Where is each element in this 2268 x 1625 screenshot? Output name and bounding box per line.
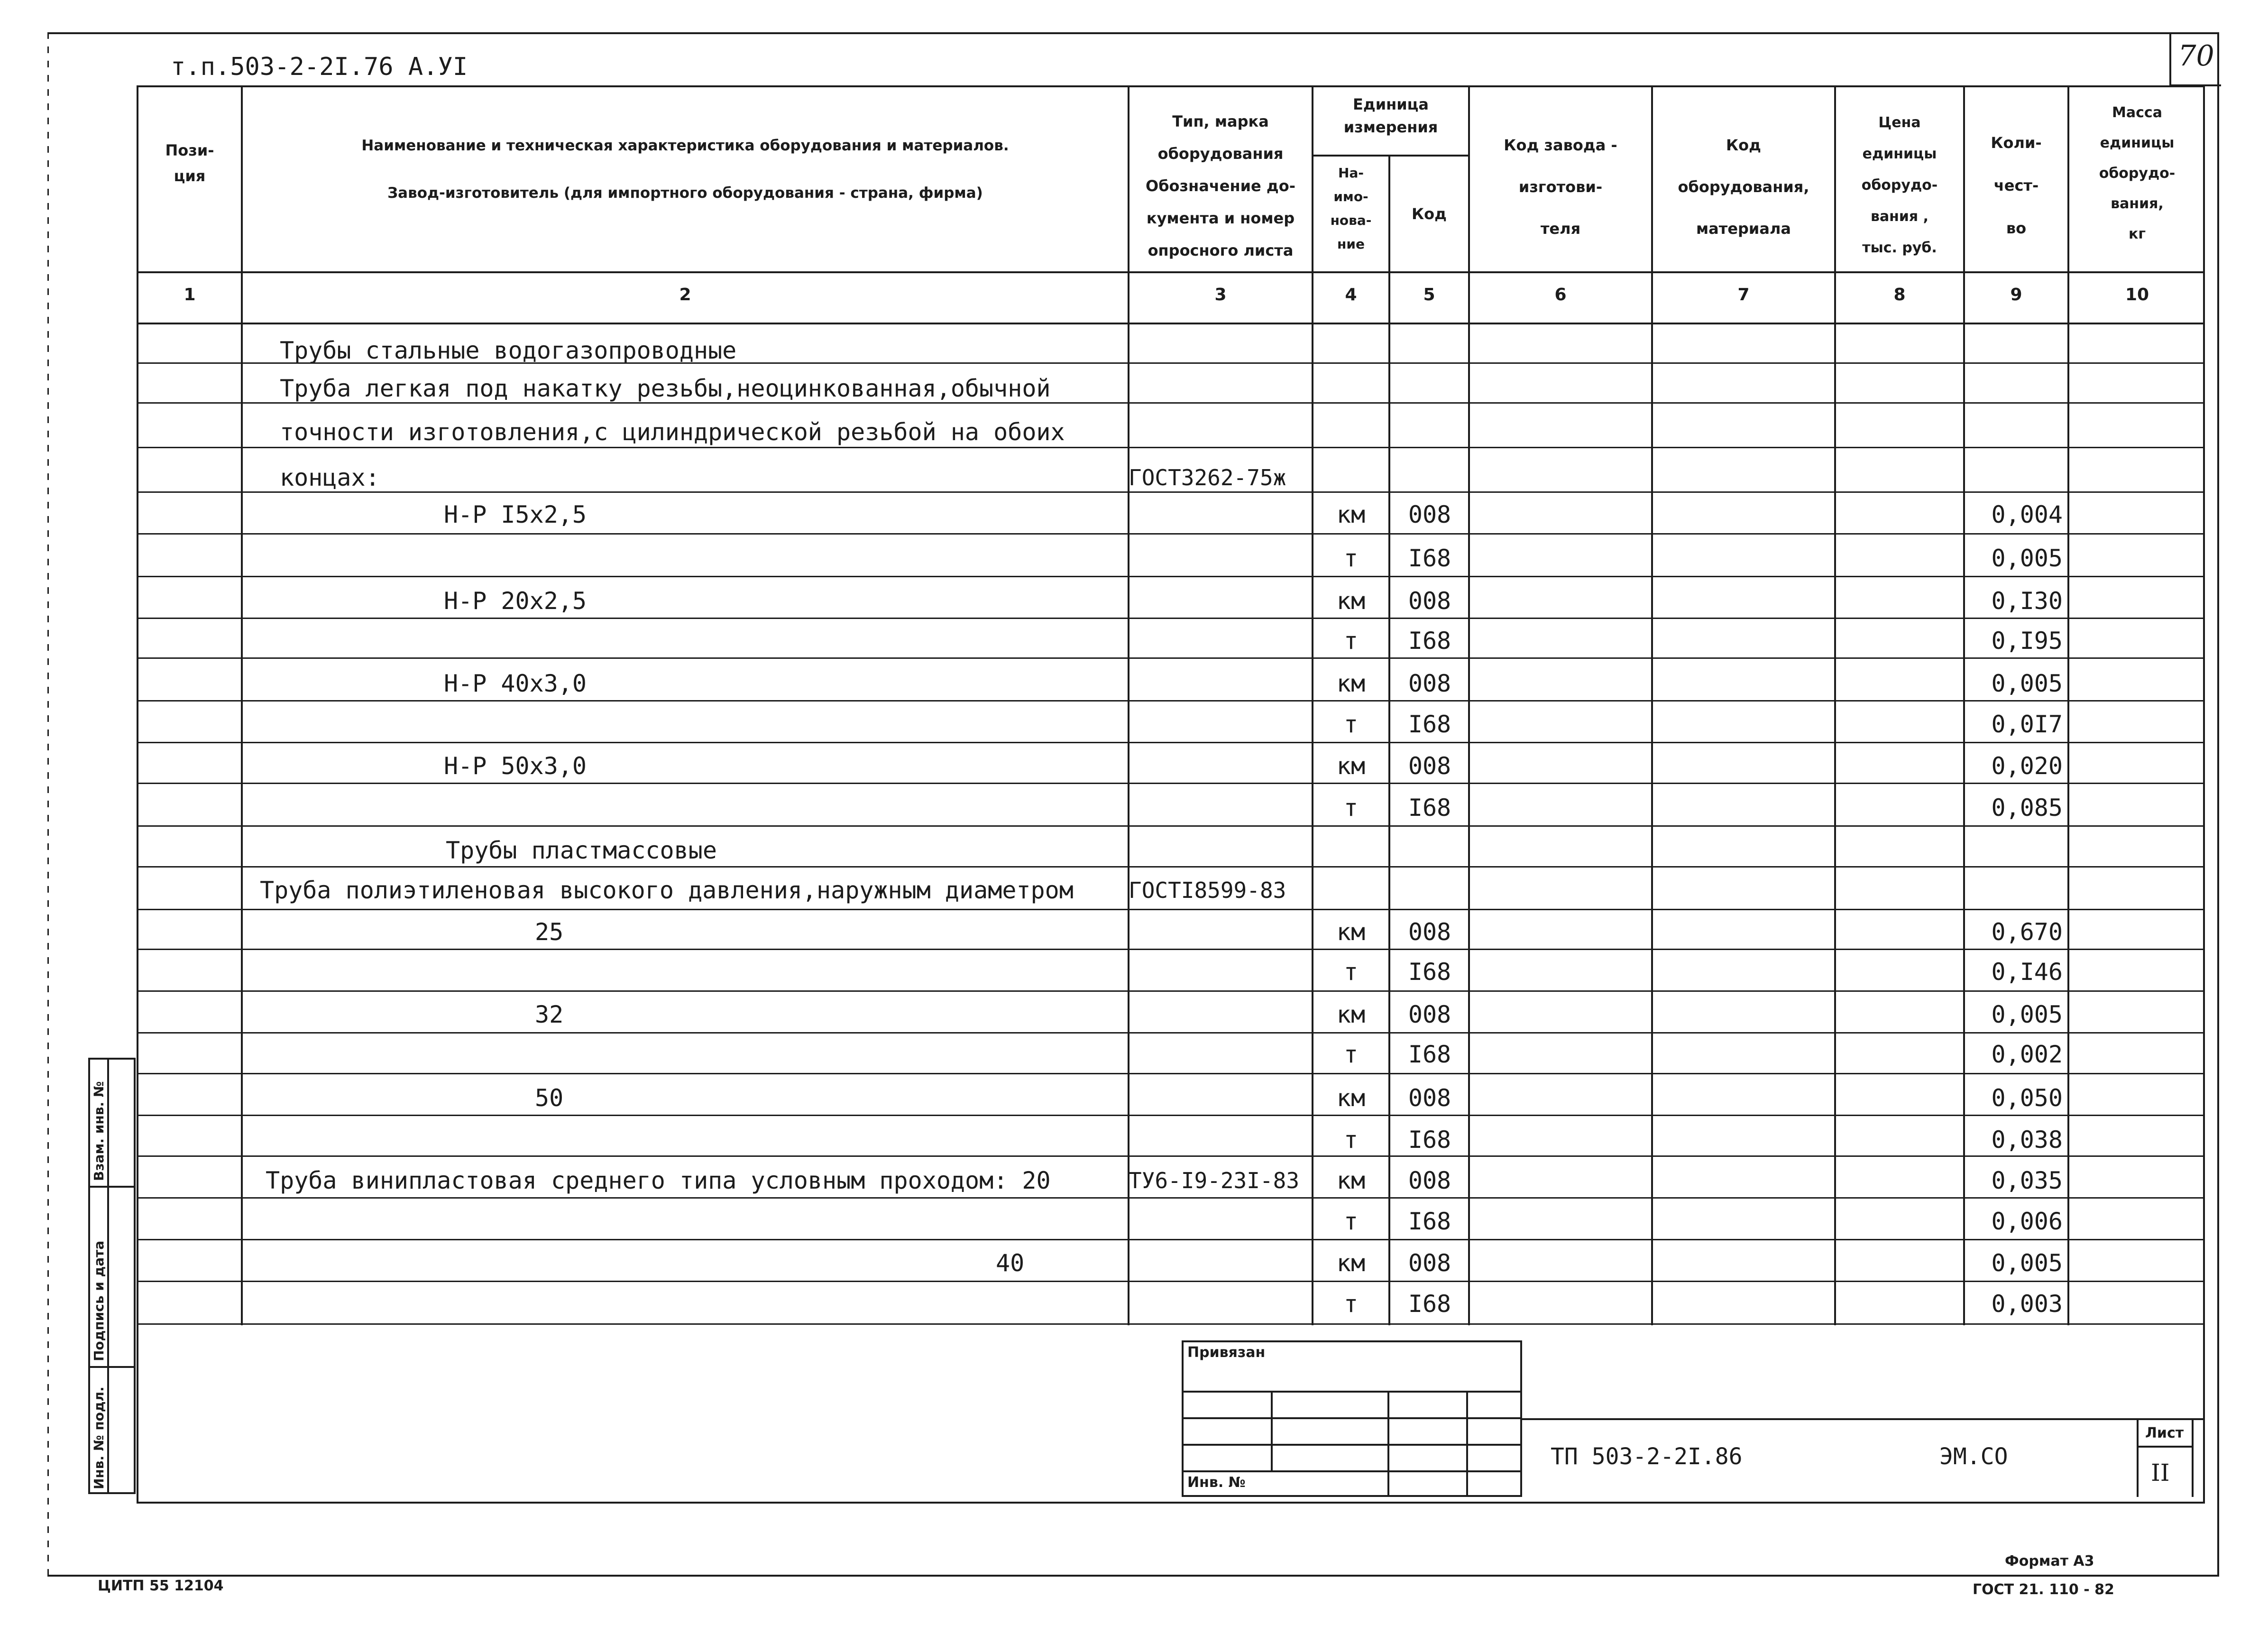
colnum-7: 7	[1737, 285, 1750, 305]
row-code: 008	[1408, 587, 1451, 615]
sheet-box-h	[2137, 1446, 2194, 1448]
page-number: 70	[2178, 39, 2214, 73]
row-qty: 0,I95	[1991, 627, 2063, 655]
row-unit: т	[1343, 794, 1359, 822]
row-qty: 0,035	[1991, 1167, 2063, 1194]
side-label-inv-podl: Инв. № подл.	[91, 1386, 107, 1489]
row-doc: ГОСТI8599-83	[1129, 877, 1286, 903]
row-separator	[137, 783, 2205, 784]
sheet-top-border	[47, 32, 2219, 34]
colnum-8: 8	[1893, 285, 1906, 305]
privyazan-v2	[1387, 1391, 1389, 1497]
colnum-1: 1	[184, 285, 196, 305]
row-unit: т	[1343, 711, 1359, 738]
row-qty: 0,0I7	[1991, 711, 2063, 738]
row-name: Н-Р 40х3,0	[444, 670, 587, 697]
row-code: 008	[1408, 501, 1451, 528]
privyazan-h1	[1182, 1391, 1522, 1393]
row-separator	[137, 533, 2205, 535]
row-unit: т	[1343, 1126, 1359, 1154]
row-code: 008	[1408, 1084, 1451, 1112]
row-qty: 0,050	[1991, 1084, 2063, 1112]
row-name: Труба полиэтиленовая высокого давления,наружным диаметром	[260, 877, 1074, 904]
row-separator	[137, 825, 2205, 827]
col5-header: Код	[1412, 205, 1447, 223]
row-code: I68	[1408, 711, 1451, 738]
row-unit: км	[1336, 587, 1366, 615]
col10-header: Масса единицы оборудо- вания, кг	[2099, 104, 2176, 242]
colnum-4: 4	[1345, 285, 1357, 305]
row-separator	[137, 1281, 2205, 1282]
row-code: I68	[1408, 1041, 1451, 1068]
row-unit: км	[1336, 1249, 1366, 1277]
colnum-2: 2	[679, 285, 691, 305]
row-name: 40	[996, 1249, 1025, 1277]
row-qty: 0,005	[1991, 545, 2063, 572]
unit-group-header: Единица измерения	[1343, 95, 1438, 136]
sheet-left-dashed	[47, 32, 49, 1577]
privyazan-h4	[1182, 1470, 1522, 1472]
row-name: Н-Р 20х2,5	[444, 587, 587, 615]
row-code: 008	[1408, 670, 1451, 697]
row-unit: км	[1336, 752, 1366, 780]
row-qty: 0,005	[1991, 1249, 2063, 1277]
row-separator	[137, 657, 2205, 659]
row-unit: т	[1343, 1041, 1359, 1068]
row-code: 008	[1408, 752, 1451, 780]
row-qty: 0,004	[1991, 501, 2063, 528]
row-qty: 0,085	[1991, 794, 2063, 822]
row-qty: 0,003	[1991, 1290, 2063, 1318]
col-line-2	[1128, 85, 1129, 1325]
row-code: 008	[1408, 1001, 1451, 1028]
row-separator	[137, 1239, 2205, 1240]
col-line-7	[1834, 85, 1836, 1325]
colnum-5: 5	[1423, 285, 1435, 305]
col3-header: Тип, марка оборудования Обозначение до- кумента и номер опросного листа	[1146, 112, 1295, 259]
row-qty: 0,006	[1991, 1208, 2063, 1235]
row-name: точности изготовления,с цилиндрической резьбой на обоих	[280, 418, 1065, 446]
colnum-9: 9	[2010, 285, 2022, 305]
row-separator	[137, 742, 2205, 743]
colnum-3: 3	[1214, 285, 1227, 305]
row-code: I68	[1408, 794, 1451, 822]
top-doc-code: т.п.503-2-2I.76 А.УI	[171, 53, 468, 81]
row-code: I68	[1408, 1290, 1451, 1318]
col-line-9	[2067, 85, 2069, 1325]
row-code: I68	[1408, 958, 1451, 986]
col2-header-line2: Завод-изготовитель (для импортного оборудования - страна, фирма)	[387, 185, 983, 202]
sheet-right-border	[2217, 32, 2219, 1577]
row-unit: т	[1343, 1208, 1359, 1235]
sheet-number: II	[2151, 1459, 2170, 1487]
side-stamp-h1	[88, 1186, 136, 1188]
row-name: Труба легкая под накатку резьбы,неоцинкованная,обычной	[280, 375, 1051, 402]
row-doc: ТУ6-I9-23I-83	[1129, 1168, 1300, 1193]
row-qty: 0,002	[1991, 1041, 2063, 1068]
colnum-10: 10	[2125, 285, 2149, 305]
row-separator	[137, 1073, 2205, 1074]
row-qty: 0,020	[1991, 752, 2063, 780]
row-separator	[137, 576, 2205, 577]
row-code: 008	[1408, 1249, 1451, 1277]
privyazan-h2	[1182, 1417, 1522, 1419]
row-unit: т	[1343, 958, 1359, 986]
row-name: Труба винипластовая среднего типа условным проходом: 20	[266, 1167, 1051, 1194]
row-unit: км	[1336, 1167, 1366, 1194]
row-separator	[137, 1155, 2205, 1157]
col9-header: Коли- чест- во	[1991, 134, 2042, 237]
row-unit: км	[1336, 1084, 1366, 1112]
col8-header: Цена единицы оборудо- вания , тыс. руб.	[1861, 114, 1938, 256]
row-separator	[137, 1197, 2205, 1199]
row-qty: 0,038	[1991, 1126, 2063, 1154]
col-line-6	[1651, 85, 1653, 1325]
row-name: 25	[535, 918, 564, 946]
page-number-box	[2169, 32, 2221, 86]
privyazan-h3	[1182, 1444, 1522, 1446]
footer-format: Формат А3	[2005, 1553, 2094, 1570]
sheet-label: Лист	[2145, 1425, 2184, 1441]
row-name: 32	[535, 1001, 564, 1028]
side-label-vzam: Взам. инв. №	[91, 1081, 107, 1181]
row-unit: км	[1336, 918, 1366, 946]
row-qty: 0,005	[1991, 1001, 2063, 1028]
col1-header: Пози- ция	[165, 141, 214, 185]
row-qty: 0,005	[1991, 670, 2063, 697]
row-code: I68	[1408, 627, 1451, 655]
row-code: 008	[1408, 918, 1451, 946]
colnum-6: 6	[1554, 285, 1567, 305]
side-stamp-divider	[107, 1058, 109, 1494]
row-unit: т	[1343, 1290, 1359, 1318]
col6-header: Код завода - изготови- теля	[1504, 136, 1617, 238]
row-doc: ГОСТ3262-75ж	[1129, 465, 1286, 490]
side-stamp-h2	[88, 1366, 136, 1368]
row-code: 008	[1408, 1167, 1451, 1194]
privyazan-v3	[1466, 1391, 1468, 1497]
row-qty: 0,670	[1991, 918, 2063, 946]
col2-header-line1: Наименование и техническая характеристика оборудования и материалов.	[361, 137, 1009, 154]
title-section: ЭМ.СО	[1939, 1443, 2008, 1470]
row-name: Н-Р 50х3,0	[444, 752, 587, 780]
row-code: I68	[1408, 545, 1451, 572]
privyazan-v1	[1271, 1391, 1273, 1470]
col4-header: На- имо- нова- ние	[1330, 165, 1372, 252]
side-label-podpis: Подпись и дата	[91, 1240, 107, 1361]
row-separator	[137, 909, 2205, 910]
inv-no-label: Инв. №	[1187, 1474, 1246, 1491]
privyazan-label: Привязан	[1187, 1344, 1266, 1361]
row-unit: км	[1336, 1001, 1366, 1028]
unit-group-line	[1313, 155, 1470, 157]
header-bottom-line	[137, 271, 2205, 273]
row-unit: км	[1336, 501, 1366, 528]
row-separator	[137, 1323, 2205, 1325]
sheet-bottom-border	[47, 1575, 2219, 1577]
row-code: I68	[1408, 1208, 1451, 1235]
col7-header: Код оборудования, материала	[1678, 136, 1809, 238]
row-qty: 0,I30	[1991, 587, 2063, 615]
row-name: Трубы пластмассовые	[446, 837, 717, 864]
row-separator	[137, 990, 2205, 992]
row-name: 50	[535, 1084, 564, 1112]
row-unit: км	[1336, 670, 1366, 697]
col-line-1	[241, 85, 243, 1325]
row-separator	[137, 1115, 2205, 1116]
row-unit: т	[1343, 627, 1359, 655]
row-code: I68	[1408, 1126, 1451, 1154]
row-separator	[137, 1032, 2205, 1034]
row-name: Н-Р I5х2,5	[444, 501, 587, 528]
row-separator	[137, 866, 2205, 868]
row-unit: т	[1343, 545, 1359, 572]
title-block-top-line	[1522, 1418, 2205, 1420]
row-qty: 0,I46	[1991, 958, 2063, 986]
footer-left: ЦИТП 55 12104	[98, 1578, 224, 1594]
title-doc-code: ТП 503-2-2I.86	[1551, 1443, 1743, 1470]
colnum-bottom-line	[137, 323, 2205, 324]
row-separator	[137, 700, 2205, 702]
row-separator	[137, 618, 2205, 619]
row-separator	[137, 447, 2205, 448]
row-name: Трубы стальные водогазопроводные	[280, 337, 737, 364]
row-name: концах:	[280, 464, 380, 491]
row-separator	[137, 949, 2205, 950]
footer-gost: ГОСТ 21. 110 - 82	[1973, 1581, 2114, 1598]
